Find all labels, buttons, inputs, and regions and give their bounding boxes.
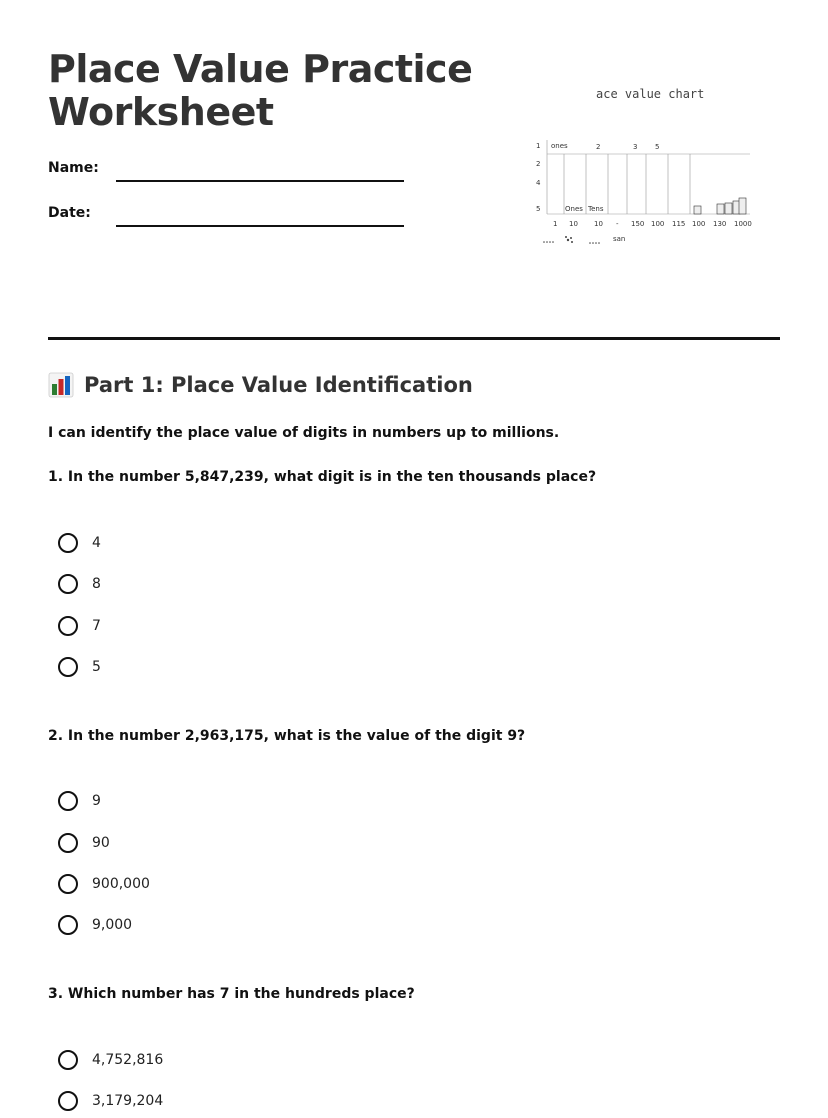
radio-button[interactable] — [58, 657, 78, 677]
section-heading — [48, 372, 473, 398]
inner-label: Ones — [565, 205, 583, 213]
option-label: 9 — [92, 793, 101, 809]
radio-button[interactable] — [58, 833, 78, 853]
option-label: 7 — [92, 618, 101, 634]
title-line-1: Place Value Practice — [48, 47, 473, 91]
title-line-2: Worksheet — [48, 90, 274, 134]
chart-caption: ace value chart — [596, 87, 705, 101]
row-label: 5 — [536, 205, 541, 213]
place-value-chart-image — [528, 82, 758, 252]
question-2-option-c[interactable] — [58, 872, 150, 896]
radio-button[interactable] — [58, 616, 78, 636]
option-label: 5 — [92, 659, 101, 675]
bottom-label: 1000 — [734, 220, 752, 228]
date-label: Date: — [48, 205, 91, 221]
question-1-option-c[interactable] — [58, 614, 101, 638]
question-1: 1. In the number 5,847,239, what digit is in the ten thousands place? — [48, 469, 597, 485]
radio-button[interactable] — [58, 874, 78, 894]
radio-button[interactable] — [58, 791, 78, 811]
question-2-option-b[interactable] — [58, 831, 110, 855]
question-2-option-a[interactable] — [58, 789, 101, 813]
option-label: 90 — [92, 835, 110, 851]
top-label: 3 — [633, 143, 638, 151]
section-title: Part 1: Place Value Identification — [84, 373, 473, 397]
name-label: Name: — [48, 160, 99, 176]
row-label: 4 — [536, 179, 541, 187]
bottom-label: 1 — [553, 220, 558, 228]
option-label: 3,179,204 — [92, 1093, 164, 1109]
option-label: 9,000 — [92, 917, 133, 933]
name-field[interactable] — [116, 180, 404, 182]
row-label: 2 — [536, 160, 541, 168]
bar-chart-icon — [48, 372, 74, 398]
question-3-option-b[interactable] — [58, 1089, 163, 1113]
radio-button[interactable] — [58, 915, 78, 935]
option-label: 900,000 — [92, 876, 150, 892]
question-1-option-a[interactable] — [58, 531, 101, 555]
bottom-label: 10 — [569, 220, 578, 228]
learning-objective: I can identify the place value of digits in numbers up to millions. — [48, 425, 560, 441]
question-3-option-a[interactable] — [58, 1048, 163, 1072]
question-3: 3. Which number has 7 in the hundreds place? — [48, 986, 415, 1002]
top-label: 2 — [596, 143, 601, 151]
bottom-label: 115 — [672, 220, 686, 228]
question-2-option-d[interactable] — [58, 913, 132, 937]
bottom-label: 130 — [713, 220, 727, 228]
bottom-label: 100 — [692, 220, 706, 228]
question-2: 2. In the number 2,963,175, what is the value of the digit 9? — [48, 728, 526, 744]
radio-button[interactable] — [58, 533, 78, 553]
option-label: 4 — [92, 535, 101, 551]
top-label: ones — [551, 142, 568, 150]
section-divider — [48, 337, 780, 340]
inner-label: Tens — [588, 205, 604, 213]
date-field[interactable] — [116, 225, 404, 227]
question-1-option-d[interactable] — [58, 655, 101, 679]
radio-button[interactable] — [58, 574, 78, 594]
radio-button[interactable] — [58, 1091, 78, 1111]
footer-label: san — [613, 235, 626, 243]
option-label: 8 — [92, 576, 101, 592]
bottom-label: 150 — [631, 220, 645, 228]
question-1-option-b[interactable] — [58, 572, 101, 596]
page-title — [48, 48, 472, 134]
bottom-label: 10 — [594, 220, 603, 228]
top-label: 5 — [655, 143, 660, 151]
bottom-label: - — [616, 220, 619, 228]
option-label: 4,752,816 — [92, 1052, 164, 1068]
bottom-label: 100 — [651, 220, 665, 228]
row-label: 1 — [536, 142, 541, 150]
radio-button[interactable] — [58, 1050, 78, 1070]
